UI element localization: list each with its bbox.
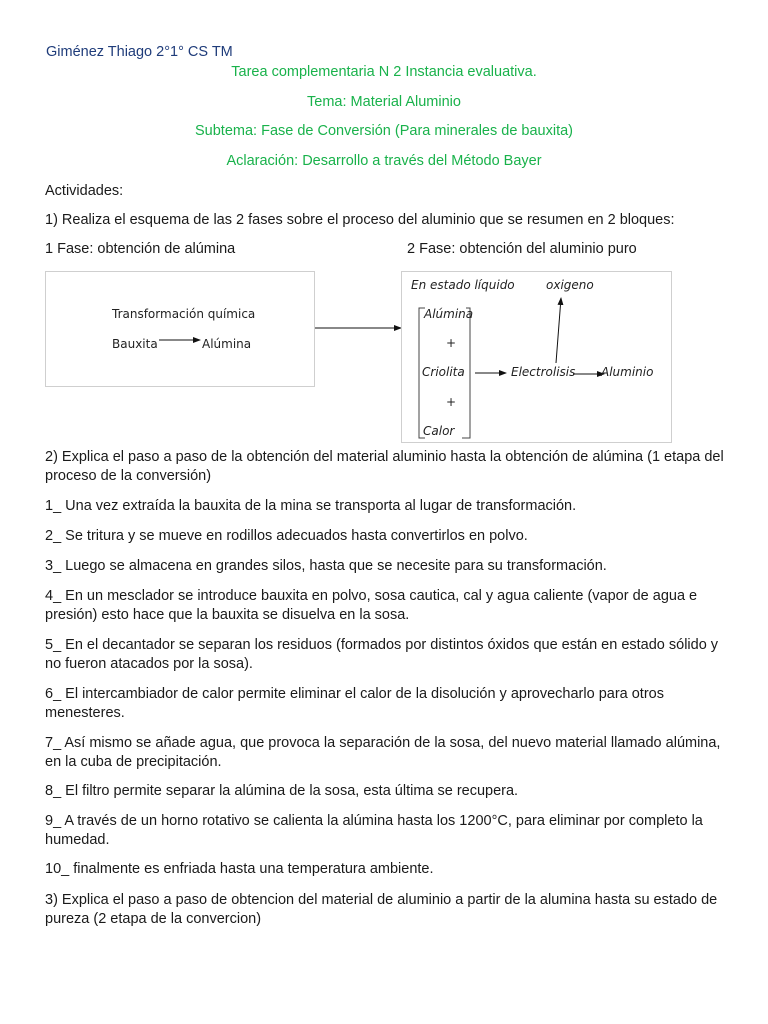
diagram2-oxygen: oxigeno xyxy=(546,278,594,292)
step-9: 9_ A través de un horno rotativo se calienta la alúmina hasta los 1200°C, para eliminar por completo la humedad. xyxy=(45,813,703,848)
question-1: 1) Realiza el esquema de las 2 fases sobre el proceso del aluminio que se resumen en 2 bloques: xyxy=(45,212,675,228)
question-2: 2) Explica el paso a paso de la obtención del material aluminio hasta la obtención de alúmina (1 etapa del proceso de la conversión) xyxy=(45,449,724,484)
diagram2-plus-2: + xyxy=(446,395,457,409)
step-7: 7_ Así mismo se añade agua, que provoca la separación de la sosa, del nuevo material llamado alúmina, en la cuba de precipitación. xyxy=(45,735,721,770)
author-name: Giménez Thiago 2°1° CS TM xyxy=(46,44,233,60)
step-1: 1_ Una vez extraída la bauxita de la mina se transporta al lugar de transformación. xyxy=(45,498,577,514)
activities-label: Actividades: xyxy=(45,183,124,199)
heading-assignment: Tarea complementaria N 2 Instancia evaluativa. xyxy=(231,64,537,80)
diagram2-criolita: Criolita xyxy=(422,365,465,379)
heading-subtopic: Subtema: Fase de Conversión (Para minerales de bauxita) xyxy=(195,123,573,139)
question-3: 3) Explica el paso a paso de obtencion del material de aluminio a partir de la alumina hasta su estado de pureza (2 etapa de la convercion) xyxy=(45,892,718,927)
diagram2-state: En estado líquido xyxy=(411,278,515,292)
phase1-diagram xyxy=(45,271,315,387)
diagram1-alumina: Alúmina xyxy=(202,337,252,351)
diagram2-alumina: Alúmina xyxy=(424,307,474,321)
step-8: 8_ El filtro permite separar la alúmina de la sosa, esta última se recupera. xyxy=(45,783,519,799)
diagram2-calor: Calor xyxy=(423,424,455,438)
heading-topic: Tema: Material Aluminio xyxy=(307,94,461,110)
step-5: 5_ En el decantador se separan los residuos (formados por distintos óxidos que están en estado sólido y no fueron atacados por la sosa). xyxy=(45,637,719,672)
step-6: 6_ El intercambiador de calor permite eliminar el calor de la disolución y aprovecharlo para otros menesteres. xyxy=(45,686,664,721)
diagram2-electrolisis: Electrolisis xyxy=(511,365,576,379)
diagram2-aluminio: Aluminio xyxy=(601,365,654,379)
diagram2-plus-1: + xyxy=(446,336,457,350)
step-2: 2_ Se tritura y se mueve en rodillos adecuados hasta convertirlos en polvo. xyxy=(45,528,528,544)
diagram1-title: Transformación química xyxy=(112,307,256,321)
phase2-label: 2 Fase: obtención del aluminio puro xyxy=(407,241,637,257)
heading-clarification: Aclaración: Desarrollo a través del Método Bayer xyxy=(226,153,542,169)
step-3: 3_ Luego se almacena en grandes silos, hasta que se necesite para su transformación. xyxy=(45,558,607,574)
step-10: 10_ finalmente es enfriada hasta una temperatura ambiente. xyxy=(45,861,434,877)
step-4: 4_ En un mesclador se introduce bauxita en polvo, sosa cautica, cal y agua caliente (vapor de agua e presión) esto hace que la bauxita se disuelva en la sosa. xyxy=(45,588,698,623)
phase2-diagram xyxy=(401,271,672,443)
phase1-label: 1 Fase: obtención de alúmina xyxy=(45,241,236,257)
diagram1-bauxita: Bauxita xyxy=(112,337,158,351)
